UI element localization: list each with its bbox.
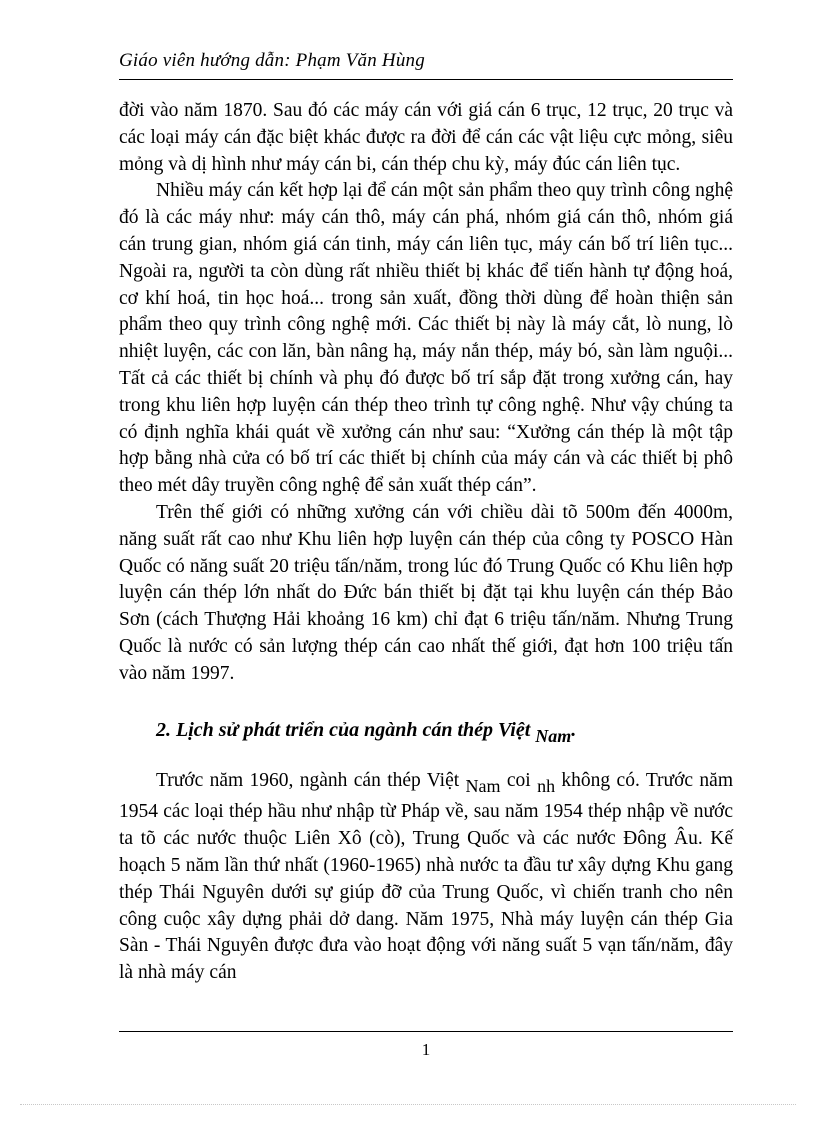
paragraph-4-part-3: không có. Trước năm 1954 các loại thép hầu như nhập từ Pháp về, sau năm 1954 thép nhập về nước ta tõ các nước thuộc Liên Xô (cò), Trung Quốc và các nước Đông Âu. Kế hoạch 5 năm lần thứ nhất (1960-1965) nhà nước ta đầu tư xây dựng Khu gang thép Thái Nguyên dưới sự giúp đỡ của Trung Quốc, vì chiến tranh cho nên công cuộc xây dựng phải dở dang. Năm 1975, Nhà máy luyện cán thép Gia Sàn - Thái Nguyên được đưa vào hoạt động với năng suất 5 vạn tấn/năm, đây là nhà máy cán bbox=[119, 769, 734, 984]
section-heading bbox=[119, 716, 733, 750]
page-number: 1 bbox=[421, 1040, 431, 1059]
page-bottom-edge bbox=[20, 1104, 796, 1105]
page-header: Giáo viên hướng dẫn: Phạm Văn Hùng bbox=[119, 50, 425, 71]
paragraph-4-subscript-2: nh bbox=[537, 775, 556, 796]
header-divider bbox=[119, 79, 733, 80]
paragraph-4-part-1: Trước năm 1960, ngành cán thép Việt bbox=[156, 769, 466, 791]
paragraph-2: Nhiều máy cán kết hợp lại để cán một sản phẩm theo quy trình công nghệ đó là các máy như: máy cán thô, máy cán phá, nhóm giá cán thô, nhóm giá cán trung gian, nhóm giá cán tinh, máy cán liên tục, máy cán bố trí liên tục... Ngoài ra, người ta còn dùng rất nhiều thiết bị khác để tiến hành tự động hoá, cơ khí hoá, tin học hoá... trong sản xuất, đồng thời dùng để hoàn thiện sản phẩm theo quy trình công nghệ mới. Các thiết bị này là máy cắt, lò nung, lò nhiệt luyện, các con lăn, bàn nâng hạ, máy nắn thép, máy bó, sàn làm nguội... Tất cả các thiết bị chính và phụ đó được bố trí sắp đặt trong xưởng cán, hay trong khu liên hợp luyện cán thép theo trình tự công nghệ. Như vậy chúng ta có định nghĩa khái quát về xưởng cán như sau: “Xưởng cán thép là một tập hợp bằng nhà cửa có bố trí các thiết bị chính của máy cán và các thiết bị phô theo mét dây truyền công nghệ để sản xuất thép cán”. bbox=[119, 180, 733, 497]
footer-divider bbox=[119, 1031, 733, 1032]
section-heading-text: 2. Lịch sử phát triển của ngành cán thép Việt bbox=[156, 718, 536, 741]
paragraph-1: đời vào năm 1870. Sau đó các máy cán với giá cán 6 trục, 12 trục, 20 trục và các loại máy cán đặc biệt khác được ra đời để cán các vật liệu cực mỏng, siêu mỏng và dị hình như máy cán bi, cán thép chu kỳ, máy đúc cán liên tục. bbox=[119, 100, 733, 175]
document-body bbox=[119, 98, 733, 987]
section-heading-subscript: Nam bbox=[535, 725, 572, 746]
paragraph-3: Trên thế giới có những xưởng cán với chiều dài tõ 500m đến 4000m, năng suất rất cao như Khu liên hợp luyện cán thép của công ty POSCO Hàn Quốc có năng suất 20 triệu tấn/năm, trong lúc đó Trung Quốc có Khu liên hợp luyện cán thép lớn nhất do Đức bán thiết bị đặt tại khu luyện cán thép Bảo Sơn (cách Thượng Hải khoảng 16 km) chỉ đạt 6 triệu tấn/năm. Nhưng Trung Quốc là nước có sản lượng thép cán cao nhất thế giới, đạt hơn 100 triệu tấn vào năm 1997. bbox=[119, 501, 733, 684]
section-heading-end: . bbox=[571, 718, 577, 741]
paragraph-4-subscript-1: Nam bbox=[465, 775, 501, 796]
paragraph-4-part-2: coi bbox=[500, 769, 538, 791]
paragraph-4 bbox=[119, 768, 733, 987]
